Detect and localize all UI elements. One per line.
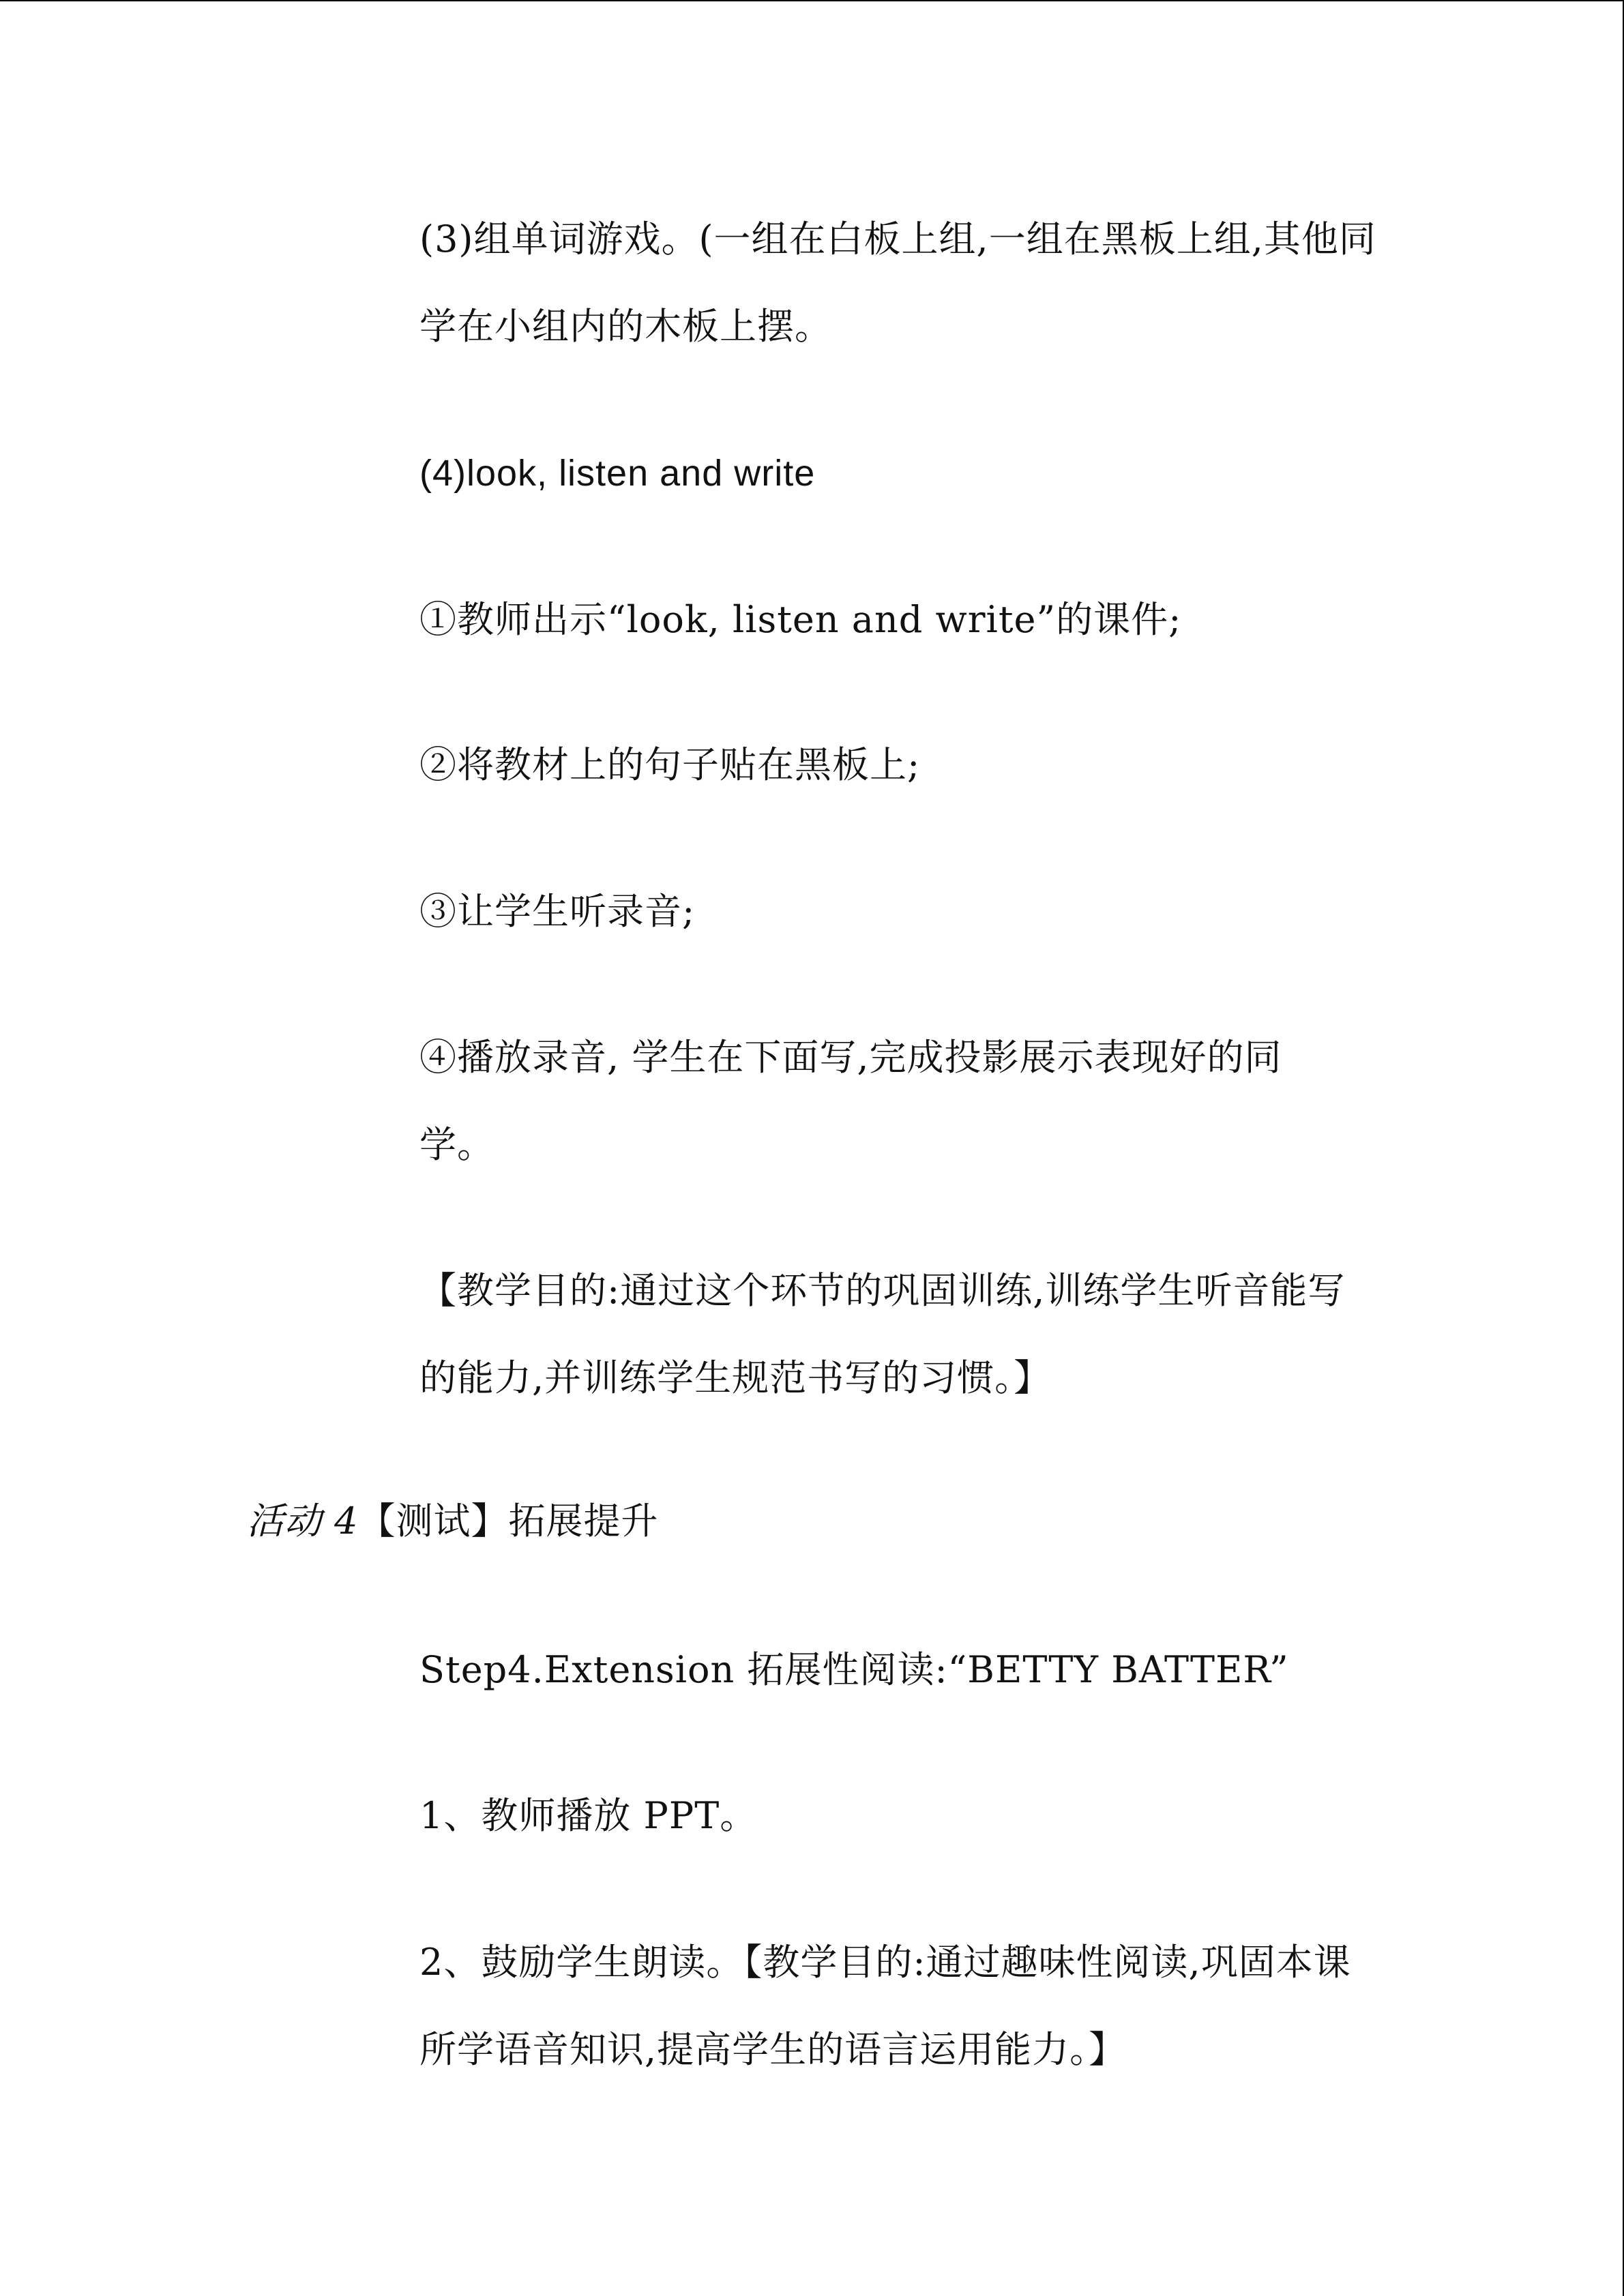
list-item: ②将教材上的句子贴在黑板上; — [419, 743, 921, 786]
paragraph-line: (3)组单词游戏。(一组在白板上组,一组在黑板上组,其他同 — [419, 218, 1376, 260]
list-item-continuation: 所学语音知识,提高学生的语言运用能力。】 — [419, 2028, 1127, 2071]
list-item: 1、教师播放 PPT。 — [419, 1794, 758, 1837]
step-heading: Step4.Extension 拓展性阅读:“BETTY BATTER” — [419, 1648, 1289, 1691]
activity-heading — [247, 1500, 659, 1542]
step-heading: (4)look, listen and write — [419, 453, 816, 494]
activity-heading-prefix: 活动 4 — [247, 1500, 359, 1542]
list-item: ④播放录音, 学生在下面写,完成投影展示表现好的同 — [419, 1036, 1282, 1079]
teaching-purpose-note-continuation: 的能力,并训练学生规范书写的习惯。】 — [419, 1356, 1052, 1399]
teaching-purpose-note: 【教学目的:通过这个环节的巩固训练,训练学生听音能写 — [419, 1269, 1346, 1312]
paragraph-line: 学在小组内的木板上摆。 — [419, 305, 832, 348]
list-item-continuation: 学。 — [419, 1123, 494, 1166]
activity-heading-title: 【测试】拓展提升 — [358, 1500, 659, 1542]
list-item: 2、鼓励学生朗读。【教学目的:通过趣味性阅读,巩固本课 — [419, 1941, 1351, 1984]
list-item: ③让学生听录音; — [419, 890, 696, 933]
list-item: ①教师出示“look, listen and write”的课件; — [419, 598, 1182, 641]
